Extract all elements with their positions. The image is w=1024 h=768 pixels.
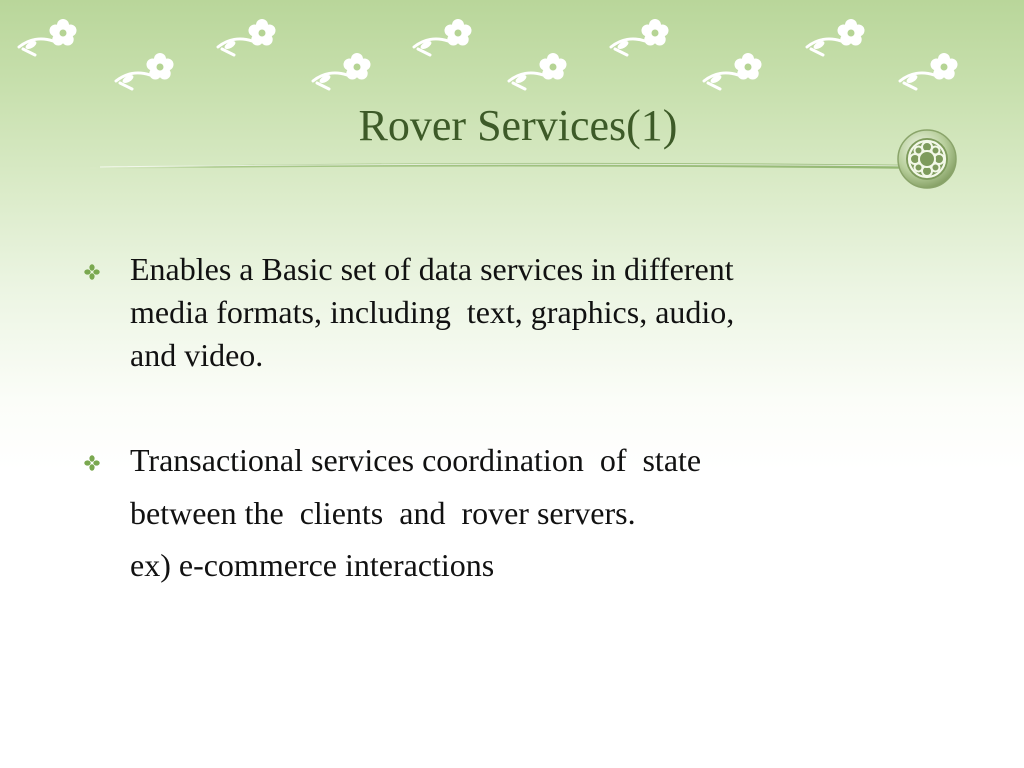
bullet-2-line-2: between the clients and rover servers. [130, 495, 636, 531]
flower-sprig-icon [704, 53, 762, 89]
title-divider [90, 157, 920, 175]
flower-sprig-icon [414, 19, 472, 55]
bullet-1-line-1: Enables a Basic set of data services in different [130, 251, 734, 287]
flower-sprig-icon [116, 53, 174, 89]
diamond-bullet-icon [82, 453, 102, 473]
flower-sprig-icon [900, 53, 958, 89]
flower-sprig-icon [509, 53, 567, 89]
flower-sprig-icon [611, 19, 669, 55]
bullet-1-line-2: media formats, including text, graphics, audio, [130, 294, 735, 330]
flower-sprig-icon [313, 53, 371, 89]
bullet-1-line-3: and video. [130, 337, 264, 373]
bullet-2-line-1: Transactional services coordination of state [130, 442, 702, 478]
medallion-icon [896, 128, 958, 190]
diamond-bullet-icon [82, 262, 102, 282]
flower-sprig-icon [807, 19, 865, 55]
flower-sprig-icon [19, 19, 77, 55]
bullet-2-line-3: ex) e-commerce interactions [130, 547, 495, 583]
slide-title: Rover Services(1) [358, 101, 678, 150]
flower-border [0, 0, 1024, 100]
flower-sprig-icon [218, 19, 276, 55]
